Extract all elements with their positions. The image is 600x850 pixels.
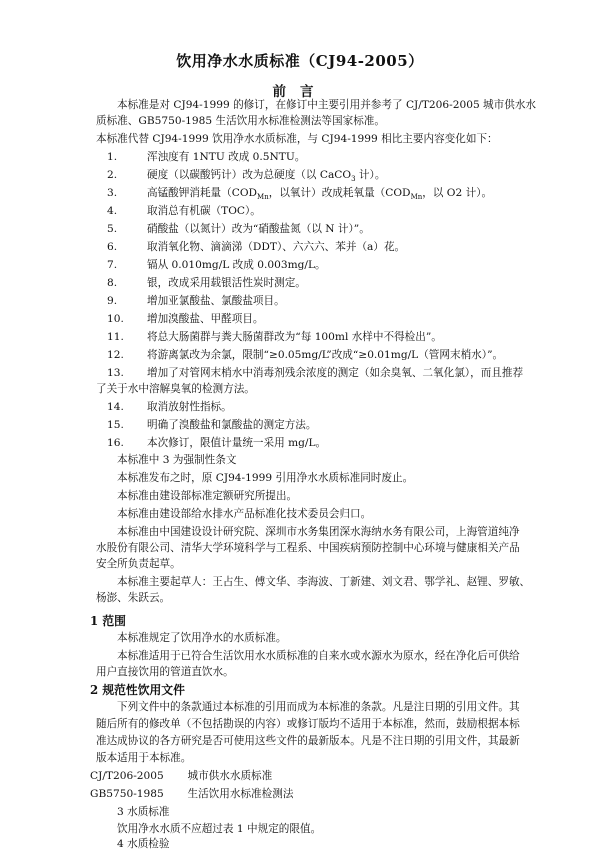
foreword-p7-line3: 安全所负责起草。	[96, 558, 181, 570]
foreword-p4: 本标准发布之时，原 CJ94-1999 引用净水水质标准同时废止。	[117, 472, 414, 484]
reference-row: GB5750-1985 生活饮用水标准检测法	[90, 788, 294, 800]
change-item-5: 5. 硝酸盐（以氮计）改为“硝酸盐氮（以 N 计）”。	[107, 223, 370, 235]
foreword-p1-line1: 本标准是对 CJ94-1999 的修订，在修订中主要引用并参考了 CJ/T206-2005 城市供水水	[117, 99, 537, 111]
reference-row: CJ/T206-2005 城市供水水质标准	[90, 770, 273, 782]
change-item-3: 3. 高锰酸钾消耗量（$COD_{Mn}$，以氧计）改成耗氧量（$COD_{Mn}$，以 O2 计）。	[107, 187, 493, 202]
change-item-12: 12. 将游离氯改为余氯，限制“≥0.05mg/L”改成“≥0.01mg/L（管网末梢水）”。	[107, 349, 504, 361]
section-1-p2-line1: 本标准适用于已符合生活饮用水水质标准的自来水或水源水为原水，经在净化后可供给	[117, 650, 520, 662]
change-item-11: 11. 将总大肠菌群与粪大肠菌群改为“每 100ml 水样中不得检出”。	[107, 331, 442, 343]
change-item-8: 8. 银，改成采用载银活性炭时测定。	[107, 277, 306, 289]
foreword-p5: 本标准由建设部标准定额研究所提出。	[117, 490, 298, 502]
foreword-p7-line2: 水股份有限公司、清华大学环境科学与工程系、中国疾病预防控制中心环境与健康相关产品	[96, 542, 520, 554]
section-4-heading: 4 水质检验	[117, 838, 170, 850]
section-2-line4: 版本适用于本标准。	[96, 752, 192, 764]
section-1-p2-line2: 用户直接饮用的管道直饮水。	[96, 666, 234, 678]
change-item-1: 1. 浑浊度有 1NTU 改成 0.5NTU。	[107, 151, 306, 163]
foreword-p7-line1: 本标准由中国建设设计研究院、深圳市水务集团深水海纳水务有限公司，上海管道纯净	[117, 526, 520, 538]
foreword-p3: 本标准中 3 为强制性条文	[117, 454, 237, 466]
change-item-4: 4. 取消总有机碳（TOC）。	[107, 205, 261, 217]
foreword-p1-line2: 质标准、GB5750-1985 生活饮用水标准检测法等国家标准。	[96, 115, 385, 127]
section-2-line2: 随后所有的修改单（不包括勘误的内容）或修订版均不适用于本标准，然而，鼓励根据本标	[96, 718, 520, 730]
foreword-p8-line2: 杨澎、朱跃云。	[96, 592, 171, 604]
change-item-16: 16. 本次修订，限值计量统一采用 mg/L。	[107, 437, 327, 449]
change-item-6: 6. 取消氧化物、滴滴涕（DDT）、六六六、苯并（a）花。	[107, 241, 406, 253]
change-item-15: 15. 明确了溴酸盐和氯酸盐的测定方法。	[107, 419, 317, 431]
change-item-13-cont: 了关于水中溶解臭氧的检测方法。	[96, 383, 255, 395]
foreword-p6: 本标准由建设部给水排水产品标准化技术委员会归口。	[117, 508, 372, 520]
section-3-text: 饮用净水水质不应超过表 1 中规定的限值。	[117, 823, 322, 835]
change-item-9: 9. 增加亚氯酸盐、氯酸盐项目。	[107, 295, 285, 307]
change-item-13: 13. 增加了对管网末梢水中消毒剂残余浓度的测定（如余臭氧、二氧化氯），而且推荐	[107, 367, 524, 379]
section-1-p1: 本标准规定了饮用净水的水质标准。	[117, 632, 287, 644]
foreword-p2: 本标准代替 CJ94-1999 饮用净水水质标准，与 CJ94-1999 相比主要内容变化如下：	[96, 133, 498, 145]
change-item-10: 10. 增加溴酸盐、甲醛项目。	[107, 313, 264, 325]
section-2-line1: 下列文件中的条款通过本标准的引用而成为本标准的条款。凡是注日期的引用文件。其	[117, 701, 520, 713]
document-title: 饮用净水水质标准（CJ94-2005）	[176, 52, 424, 70]
change-item-14: 14. 取消放射性指标。	[107, 401, 232, 413]
foreword-p8-line1: 本标准主要起草人：王占生、傅文华、李海波、丁新建、刘文君、鄂学礼、赵锂、罗敏、	[117, 576, 531, 588]
section-1-heading: 1 范围	[90, 614, 126, 628]
change-item-7: 7. 镉从 0.010mg/L 改成 0.003mg/L。	[107, 259, 326, 271]
section-2-heading: 2 规范性饮用文件	[90, 683, 185, 697]
change-item-2: 2. 硬度（以碳酸钙计）改为总硬度（以 CaCO$_3$ 计）。	[107, 169, 386, 184]
section-3-heading: 3 水质标准	[117, 806, 170, 818]
section-2-line3: 准达成协议的各方研究是否可使用这些文件的最新版本。凡是不注日期的引用文件，其最新	[96, 735, 520, 747]
foreword-title: 前言	[272, 84, 328, 100]
